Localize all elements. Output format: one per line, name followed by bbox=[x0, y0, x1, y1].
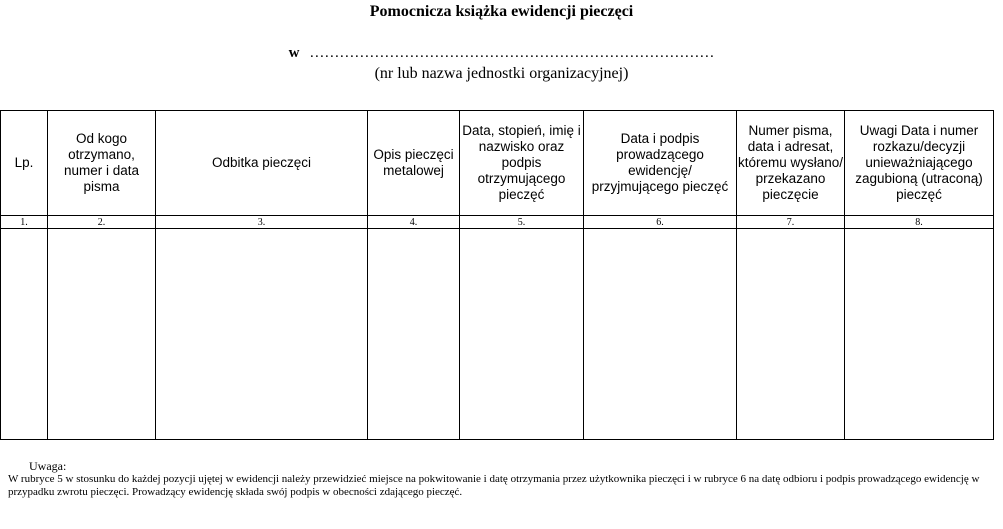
entry-cell-from-whom bbox=[48, 229, 156, 440]
header-receiver: Data, stopień, imię i nazwisko oraz podpis otrzymującego pieczęć bbox=[460, 111, 584, 216]
column-number-6: 6. bbox=[584, 216, 737, 229]
entry-cell-lp bbox=[1, 229, 48, 440]
header-lp: Lp. bbox=[1, 111, 48, 216]
column-number-3: 3. bbox=[156, 216, 368, 229]
column-number-8: 8. bbox=[845, 216, 994, 229]
unit-prefix: w bbox=[288, 45, 300, 61]
entry-cell-registrar bbox=[584, 229, 737, 440]
column-number-1: 1. bbox=[1, 216, 48, 229]
seal-register-table bbox=[0, 110, 994, 440]
header-remarks: Uwagi Data i numer rozkazu/decyzji unieważniającego zagubioną (utraconą) pieczęć bbox=[845, 111, 994, 216]
header-row bbox=[1, 111, 994, 216]
header-seal-description: Opis pieczęci metalowej bbox=[368, 111, 460, 216]
unit-name-line bbox=[0, 45, 1003, 62]
column-number-2: 2. bbox=[48, 216, 156, 229]
header-seal-imprint: Odbitka pieczęci bbox=[156, 111, 368, 216]
unit-dotted-field: ……………………………………………………………………… bbox=[309, 45, 715, 61]
header-registrar: Data i podpis prowadzącego ewidencję/ przyjmującego pieczęć bbox=[584, 111, 737, 216]
document-title: Pomocnicza książka ewidencji pieczęci bbox=[369, 3, 634, 20]
entry-cell-receiver bbox=[460, 229, 584, 440]
entry-cell-letter-number bbox=[737, 229, 845, 440]
entry-row bbox=[1, 229, 994, 440]
entry-cell-seal-description bbox=[368, 229, 460, 440]
entry-cell-seal-imprint bbox=[156, 229, 368, 440]
column-number-4: 4. bbox=[368, 216, 460, 229]
note-text: W rubryce 5 w stosunku do każdej pozycji ujętej w ewidencji należy przewidzieć miejsce na pokwitowanie i datę otrzymania przez użytkownika pieczęci i w rubryce 6 na datę odbioru i podpis prowadzącego ewidencję w przypadku zwrotu pieczęci. Prowadzący ewidencję składa swój podpis w obecności zdającego pieczęć. bbox=[8, 473, 980, 498]
entry-cell-remarks bbox=[845, 229, 994, 440]
note-section bbox=[8, 460, 993, 499]
column-number-5: 5. bbox=[460, 216, 584, 229]
column-number-row bbox=[1, 216, 994, 229]
header-from-whom: Od kogo otrzymano, numer i data pisma bbox=[48, 111, 156, 216]
column-number-7: 7. bbox=[737, 216, 845, 229]
header-letter-number: Numer pisma, data i adresat, któremu wysłano/ przekazano pieczęcie bbox=[737, 111, 845, 216]
note-heading: Uwaga: bbox=[29, 459, 67, 473]
unit-caption: (nr lub nazwa jednostki organizacyjnej) bbox=[374, 65, 629, 82]
